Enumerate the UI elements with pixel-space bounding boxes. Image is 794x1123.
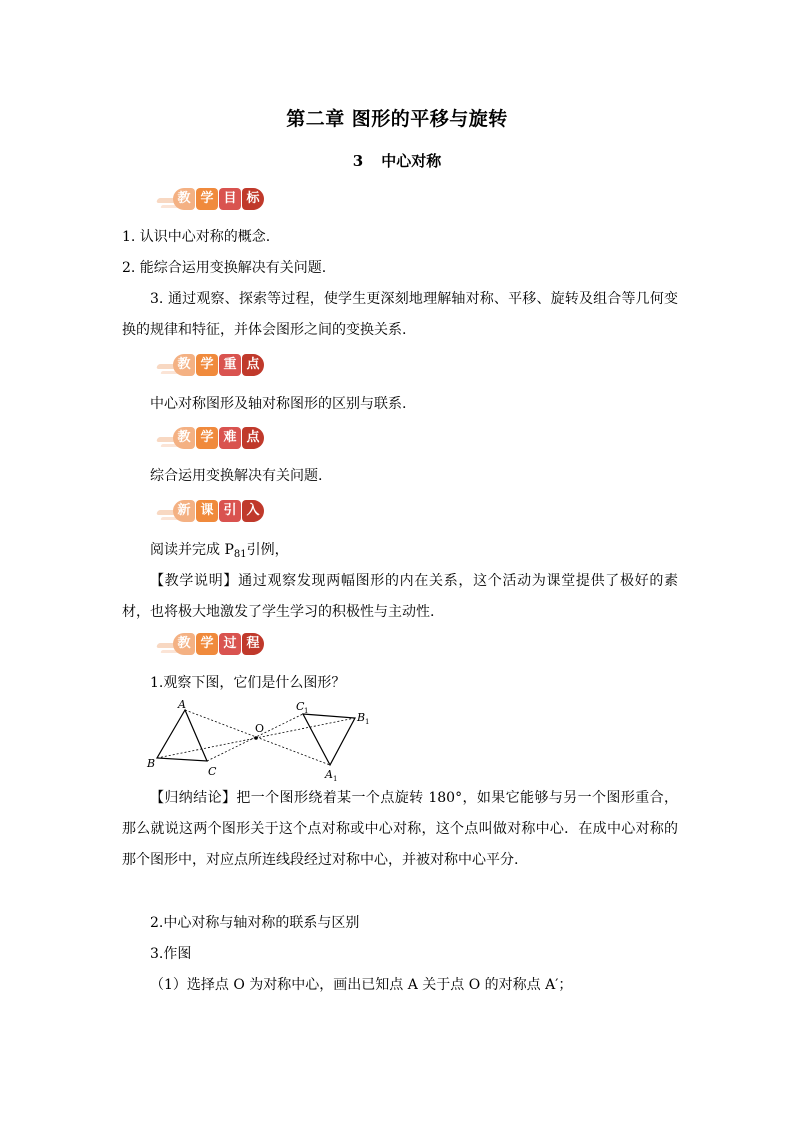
badge-char: 教 <box>173 633 195 655</box>
badge-difficulties <box>157 427 297 451</box>
badge-char: 标 <box>242 188 264 210</box>
intro-read-prefix: 阅读并完成 P <box>150 542 234 558</box>
intro-read-line <box>150 535 678 570</box>
badge-intro <box>157 500 297 524</box>
badge-char: 教 <box>173 188 195 210</box>
conclusion-label: 【归纳结论】 <box>150 790 237 806</box>
badge-char: 引 <box>219 500 241 522</box>
label-c1-sub: 1 <box>304 707 309 715</box>
label-b1: B <box>357 711 366 724</box>
badge-char: 点 <box>242 427 264 449</box>
label-a1-sub: 1 <box>333 775 338 783</box>
label-c1: C <box>296 700 305 713</box>
conclusion-text: 把一个图形绕着某一个点旋转 180°，如果它能够与另一个图形重合，那么就说这两个图形关于这个点对称或中心对称，这个点叫做对称中心．在成中心对称的那个图形中，对应点所连线段经过对称中心，并被对称中心平分. <box>122 790 679 868</box>
badge-char: 点 <box>242 354 264 376</box>
intro-teaching-note <box>122 566 678 628</box>
label-b: B <box>147 757 156 770</box>
badge-char: 新 <box>173 500 195 522</box>
central-symmetry-figure <box>145 695 375 785</box>
center-point-o <box>254 736 258 740</box>
note-label: 【教学说明】 <box>150 573 239 589</box>
badge-char: 学 <box>196 188 218 210</box>
label-o: O <box>255 722 265 735</box>
intro-read-page: 81 <box>233 549 247 560</box>
goal-item-2: 2. 能综合运用变换解决有关问题. <box>122 260 327 276</box>
process-question-2: 2.中心对称与轴对称的联系与区别 <box>150 915 360 931</box>
badge-char: 教 <box>173 427 195 449</box>
key-points-text: 中心对称图形及轴对称图形的区别与联系. <box>150 396 407 412</box>
goal-item-1: 1. 认识中心对称的概念. <box>122 229 271 245</box>
label-a1: A <box>325 768 333 781</box>
triangle-a1b1c1 <box>303 714 355 765</box>
badge-process <box>157 633 297 657</box>
label-a: A <box>178 698 186 711</box>
label-b1-sub: 1 <box>365 718 370 726</box>
label-c: C <box>208 765 217 778</box>
triangle-a1b1c1-shape <box>303 714 355 765</box>
process-question-3: 3.作图 <box>150 946 192 962</box>
process-question-3-1: （1）选择点 O 为对称中心，画出已知点 A 关于点 O 的对称点 A′； <box>150 977 573 993</box>
badge-char: 入 <box>242 500 264 522</box>
badge-char: 程 <box>242 633 264 655</box>
process-conclusion <box>122 783 678 876</box>
badge-char: 目 <box>219 188 241 210</box>
badge-char: 学 <box>196 633 218 655</box>
badge-char: 重 <box>219 354 241 376</box>
goal-item-3: 3. 通过观察、探索等过程，使学生更深刻地理解轴对称、平移、旋转及组合等几何变换的规律和特征，并体会图形之间的变换关系. <box>122 291 678 338</box>
section-number: 3 <box>352 152 364 170</box>
badge-char: 学 <box>196 354 218 376</box>
section-title <box>0 150 794 171</box>
badge-char: 课 <box>196 500 218 522</box>
badge-char: 过 <box>219 633 241 655</box>
chapter-title: 第二章 图形的平移与旋转 <box>286 108 508 130</box>
badge-teaching-goals <box>157 188 297 212</box>
difficulties-text: 综合运用变换解决有关问题. <box>150 468 323 484</box>
badge-char: 难 <box>219 427 241 449</box>
badge-char: 学 <box>196 427 218 449</box>
process-question-1: 1.观察下图，它们是什么图形？ <box>150 675 346 691</box>
intro-read-suffix: 引例， <box>246 542 289 558</box>
note-text: 通过观察发现两幅图形的内在关系，这个活动为课堂提供了极好的素材，也将极大地激发了学生学习的积极性与主动性. <box>122 573 679 620</box>
badge-char: 教 <box>173 354 195 376</box>
badge-key-points <box>157 354 297 378</box>
section-name: 中心对称 <box>381 152 442 170</box>
